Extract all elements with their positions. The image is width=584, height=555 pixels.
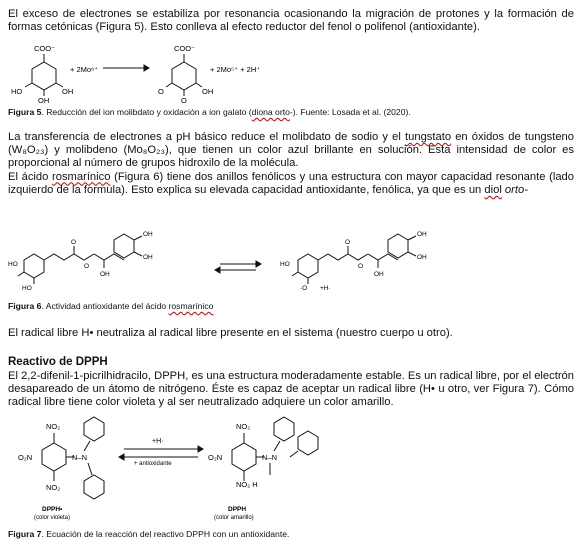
fig6-oh-b: OH bbox=[143, 254, 153, 261]
fig7-o2n-left: O₂N bbox=[18, 453, 33, 462]
fig5-oh-right: OH bbox=[62, 87, 74, 96]
fig6-oh-c: OH bbox=[100, 271, 110, 278]
figure-5-equation bbox=[8, 42, 568, 104]
figure-5-caption: Figura 5. Reducción del ion molibdato y oxidación a ion galato (diona orto-). Fuente: Losada et al. (2020). bbox=[8, 107, 411, 117]
figure-7-label: Figura 7 bbox=[8, 529, 42, 539]
fig6-radical-o: ·O bbox=[300, 285, 308, 292]
fig5-coo-2: COO⁻ bbox=[174, 44, 196, 53]
fig7-no2-bottom-left: NO₂ bbox=[46, 483, 61, 492]
fig6-oh-f: OH bbox=[374, 271, 384, 278]
fig6-oh-a: OH bbox=[143, 231, 153, 238]
figure-6-label: Figura 6 bbox=[8, 301, 42, 311]
fig5-oh-bottom: OH bbox=[38, 96, 50, 104]
fig5-ho: HO bbox=[11, 87, 23, 96]
fig6-o-a: O bbox=[71, 239, 77, 246]
fig7-n-n-left: N–N bbox=[72, 453, 88, 462]
section-heading-dpph: Reactivo de DPPH bbox=[8, 356, 108, 368]
fig7-no2-top-left: NO₂ bbox=[46, 422, 61, 431]
fig6-ho-a: HO bbox=[8, 261, 18, 268]
fig6-o-b: O bbox=[84, 263, 90, 270]
fig6-ho-b: HO bbox=[22, 285, 32, 292]
fig6-o-d: O bbox=[358, 263, 364, 270]
fig6-plus-h: +H· bbox=[320, 285, 331, 292]
fig7-violet-label: (color violeta) bbox=[34, 515, 71, 521]
figure-6-equation bbox=[8, 224, 568, 296]
fig7-dpph-label: DPPH bbox=[228, 506, 247, 513]
fig7-antioxidant: + antioxidante bbox=[134, 461, 172, 467]
fig6-ho-c: HO bbox=[280, 261, 290, 268]
fig6-oh-d: OH bbox=[417, 231, 427, 238]
fig7-n-n-right: N–N bbox=[262, 453, 278, 462]
fig5-plus-mo6: + 2Mo⁶⁺ bbox=[70, 65, 99, 74]
figure-5-label: Figura 5 bbox=[8, 107, 42, 117]
fig5-coo-1: COO⁻ bbox=[34, 44, 56, 53]
paragraph-3: El radical libre H• neutraliza al radical libre presente en el sistema (nuestro cuerpo u otro). bbox=[8, 327, 453, 339]
fig7-o2n-right: O₂N bbox=[208, 453, 223, 462]
fig5-o-bottom: O bbox=[181, 96, 187, 104]
fig7-no2-top-right: NO₂ bbox=[236, 422, 251, 431]
paragraph-1: El exceso de electrones se estabiliza por resonancia ocasionando la migración de protones y la formación de formas cetónicas (Figura 5). Esto conlleva al efecto reductor del fenol o polifenol (antioxidante). bbox=[8, 8, 574, 34]
paragraph-4: El 2,2-difenil-1-picrilhidracilo, DPPH, es una estructura moderadamente estable. Es un radical libre, por el electrón desapareado de un átomo de nitrógeno. Éste es capaz de aceptar un radical libre (H• u otro, ver Figura 7). Cómo radical libre tiene color violeta y al ser neutralizado adquiere un color amarillo. bbox=[8, 370, 574, 409]
fig7-yellow-label: (color amarillo) bbox=[214, 515, 254, 521]
fig5-oh-2: OH bbox=[202, 87, 214, 96]
figure-6-caption: Figura 6. Actividad antioxidante del ácido rosmarínico bbox=[8, 301, 214, 311]
fig5-plus-mo5: + 2Mo⁵⁺ + 2H⁺ bbox=[210, 65, 261, 74]
figure-7-caption: Figura 7. Ecuación de la reacción del reactivo DPPH con un antioxidante. bbox=[8, 529, 290, 539]
fig5-o-left: O bbox=[158, 87, 164, 96]
fig6-oh-e: OH bbox=[417, 254, 427, 261]
paragraph-2: La transferencia de electrones a pH básico reduce el molibdato de sodio y el tungstato en óxidos de tungsteno (W₈O₂₃) y molibdeno (Mo₈O₂₃), que tienen un color azul brillante en solución. Esta intensidad de color es proporcional al número de grupos hidroxilo de la molécula. El ácido rosmarínico (Figura 6) tiene dos anillos fenólicos y una estructura con mayor capacidad resonante (lado izquierdo de la formula). Esto explica su elevada capacidad antioxidante, fenólica, ya que es un diol orto- bbox=[8, 131, 575, 196]
fig7-plus-h: +H· bbox=[152, 438, 164, 445]
fig7-dpph-radical-label: DPPH• bbox=[42, 506, 63, 513]
figure-7-equation bbox=[8, 413, 568, 525]
fig7-no2-h-right: NO₂ H bbox=[236, 480, 258, 489]
fig6-o-c: O bbox=[345, 239, 351, 246]
